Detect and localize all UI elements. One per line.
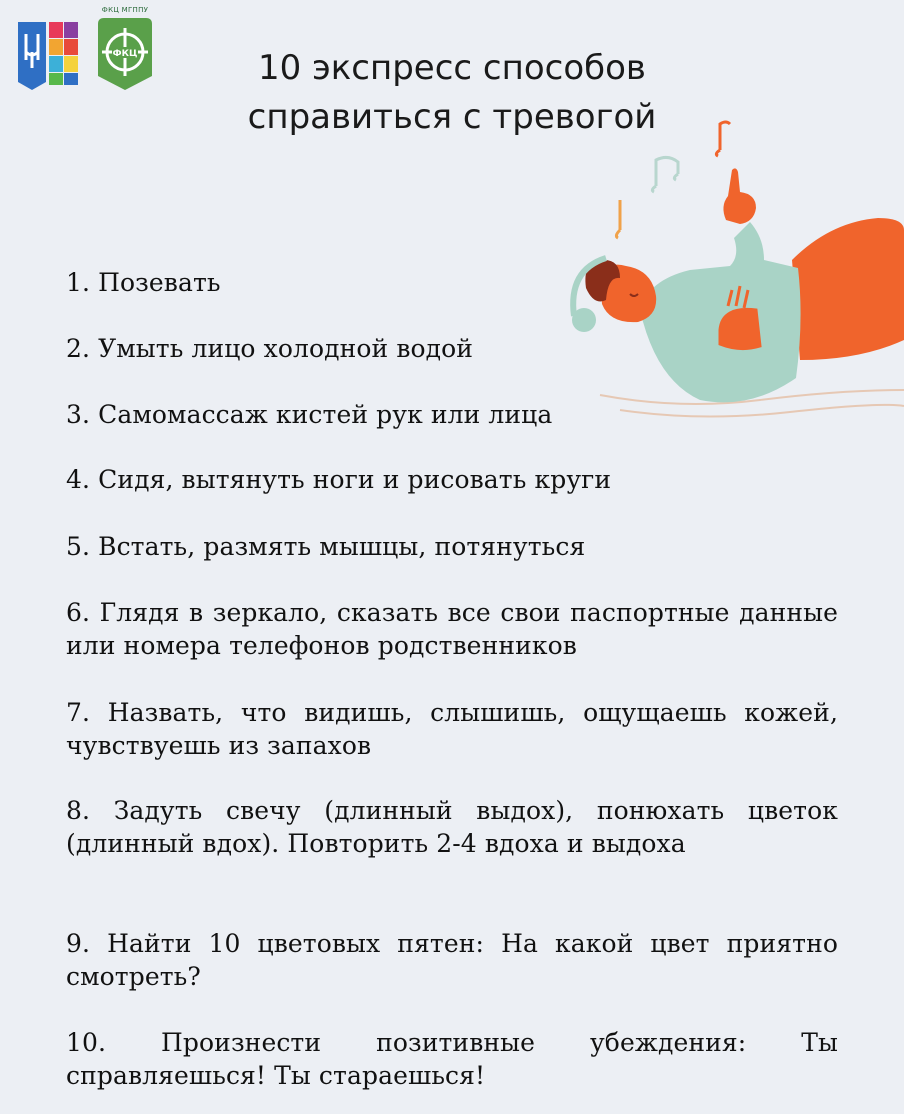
list-item: 7. Назвать, что видишь, слышишь, ощущаешь кожей, чувствуешь из запахов [66,698,838,760]
fkc-logo-text: ФКЦ [112,49,138,59]
music-note-icon [716,122,730,156]
shirt [640,222,801,402]
list-item: 3. Самомассаж кистей рук или лица [66,400,553,429]
raised-hand [723,168,756,224]
list-item: 6. Глядя в зеркало, сказать все свои паспортные данные или номера телефонов родственников [66,598,838,660]
title-line-1: 10 экспресс способов [258,48,646,88]
list-item: 9. Найти 10 цветовых пятен: На какой цвет приятно смотреть? [66,929,838,991]
list-item: 2. Умыть лицо холодной водой [66,334,474,363]
list-item: 10. Произнести позитивные убеждения: Ты справляешься! Ты стараешься! [66,1028,838,1090]
list-item: 1. Позевать [66,268,221,297]
fkc-logo-caption: ФКЦ МГППУ [101,6,149,14]
list-item: 4. Сидя, вытянуть ноги и рисовать круги [66,465,612,494]
list-item: 5. Встать, размять мышцы, потянуться [66,532,586,561]
fkc-logo [92,10,158,96]
title-line-2: справиться с тревогой [247,97,657,137]
music-note-icon [652,157,678,192]
mgppu-logo [18,22,78,90]
list-item: 8. Задуть свечу (длинный выдох), понюхать цветок (длинный вдох). Повторить 2-4 вдоха и выдоха [66,796,838,858]
music-note-icon [616,200,620,238]
